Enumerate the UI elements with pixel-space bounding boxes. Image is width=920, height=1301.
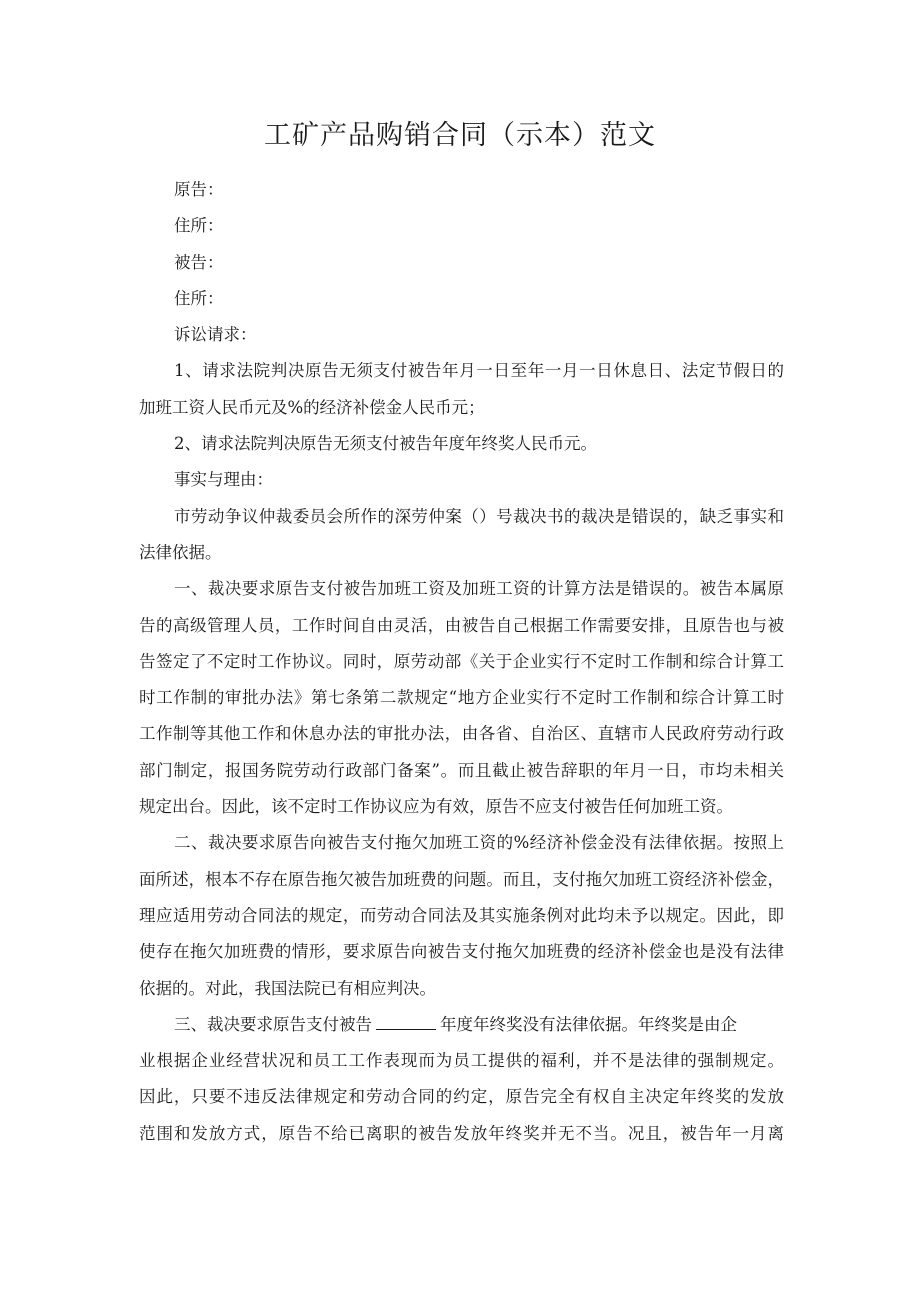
paragraph-1-line: 规定出台。因此，该不定时工作协议应为有效，原告不应支付被告任何加班工资。 <box>139 797 733 817</box>
claim-1-line-1: 1、请求法院判决原告无须支付被告年月一日至年一月一日休息日、法定节假日的 <box>174 361 784 381</box>
paragraph-2-line: 面所述，根本不存在原告拖欠被告加班费的问题。而且，支付拖欠加班工资经济补偿金， <box>139 869 784 889</box>
paragraph-3-text-a: 三、裁决要求原告支付被告 <box>174 1014 372 1034</box>
defendant-field: 被告： <box>174 252 224 272</box>
paragraph-3-line: 业根据企业经营状况和员工工作表现而为员工提供的福利，并不是法律的强制规定。 <box>139 1051 784 1071</box>
paragraph-2-line: 依据的。对此，我国法院已有相应判决。 <box>139 978 436 998</box>
facts-intro-line-1: 市劳动争议仲裁委员会所作的深劳仲案（）号裁决书的裁决是错误的，缺乏事实和 <box>174 506 784 526</box>
document-title: 工矿产品购销合同（示本）范文 <box>264 120 656 151</box>
claims-heading: 诉讼请求： <box>174 325 257 345</box>
plaintiff-field: 原告： <box>174 180 224 199</box>
document-body <box>139 172 784 1152</box>
paragraph-3-line: 范围和发放方式，原告不给已离职的被告发放年终奖并无不当。况且，被告年一月离 <box>139 1123 784 1143</box>
paragraph-1-line: 部门制定，报国务院劳动行政部门备案”。而且截止被告辞职的年月一日，市均未相关 <box>139 760 784 780</box>
paragraph-3-line-1 <box>139 1007 784 1043</box>
plaintiff-address-field: 住所： <box>174 216 224 236</box>
paragraph-2-line: 使存在拖欠加班费的情形，要求原告向被告支付拖欠加班费的经济补偿金也是没有法律 <box>139 942 784 962</box>
paragraph-1-line: 告签定了不定时工作协议。同时，原劳动部《关于企业实行不定时工作制和综合计算工 <box>139 651 784 671</box>
paragraph-1-line: 一、裁决要求原告支付被告加班工资及加班工资的计算方法是错误的。被告本属原 <box>174 579 784 599</box>
fill-in-blank <box>376 1011 436 1030</box>
claim-2: 2、请求法院判决原告无须支付被告年度年终奖人民币元。 <box>174 434 597 454</box>
paragraph-2-line: 理应适用劳动合同法的规定，而劳动合同法及其实施条例对此均未予以规定。因此，即 <box>139 905 784 925</box>
paragraph-3-text-b: 年度年终奖没有法律依据。年终奖是由企 <box>440 1014 737 1034</box>
facts-heading: 事实与理由： <box>174 470 273 490</box>
paragraph-3-line: 因此，只要不违反法律规定和劳动合同的约定，原告完全有权自主决定年终奖的发放 <box>139 1087 784 1107</box>
paragraph-2-line: 二、裁决要求原告向被告支付拖欠加班工资的%经济补偿金没有法律依据。按照上 <box>174 833 784 853</box>
defendant-address-field: 住所： <box>174 288 224 308</box>
paragraph-1-line: 告的高级管理人员，工作时间自由灵活，由被告自己根据工作需要安排，且原告也与被 <box>139 615 784 635</box>
claim-1-line-2: 加班工资人民币元及%的经济补偿金人民币元； <box>139 397 485 417</box>
facts-intro-line-2: 法律依据。 <box>139 542 222 562</box>
paragraph-1-line: 时工作制的审批办法》第七条第二款规定“地方企业实行不定时工作制和综合计算工时 <box>139 688 784 708</box>
paragraph-1-line: 工作制等其他工作和休息办法的审批办法，由各省、自治区、直辖市人民政府劳动行政 <box>139 724 784 744</box>
